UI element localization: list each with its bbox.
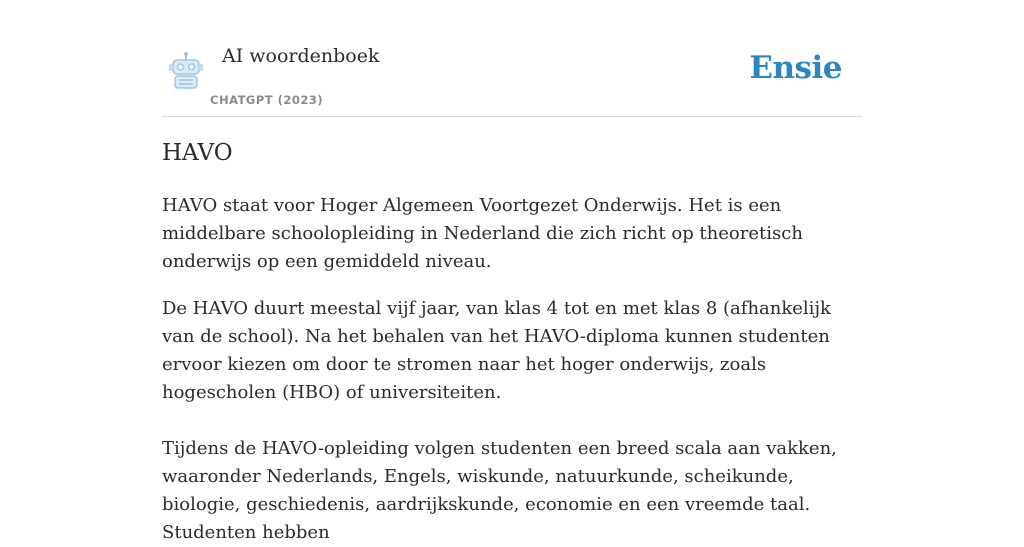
robot-icon <box>166 51 206 91</box>
page-header <box>162 0 862 117</box>
ensie-logo[interactable]: Ensie <box>749 50 842 86</box>
dictionary-title[interactable]: AI woordenboek <box>222 45 380 67</box>
entry-definition <box>162 192 852 547</box>
entry-term: HAVO <box>162 140 233 166</box>
source-label: CHATGPT (2023) <box>210 93 324 107</box>
definition-paragraph: De HAVO duurt meestal vijf jaar, van klas 4 tot en met klas 8 (afhankelijk van de school). Na het behalen van het HAVO-diploma kunnen studenten ervoor kiezen om door te stromen naar het hoger onderwijs, zoals hogescholen (HBO) of universiteiten. <box>162 298 831 403</box>
definition-paragraph: HAVO staat voor Hoger Algemeen Voortgezet Onderwijs. Het is een middelbare schoolopleiding in Nederland die zich richt op theoretisch onderwijs op een gemiddeld niveau. <box>162 195 803 272</box>
definition-paragraph: Tijdens de HAVO-opleiding volgen studenten een breed scala aan vakken, waaronder Nederlands, Engels, wiskunde, natuurkunde, scheikunde, biologie, geschiedenis, aardrijkskunde, economie en een vreemde taal. Studenten hebben <box>162 438 837 543</box>
